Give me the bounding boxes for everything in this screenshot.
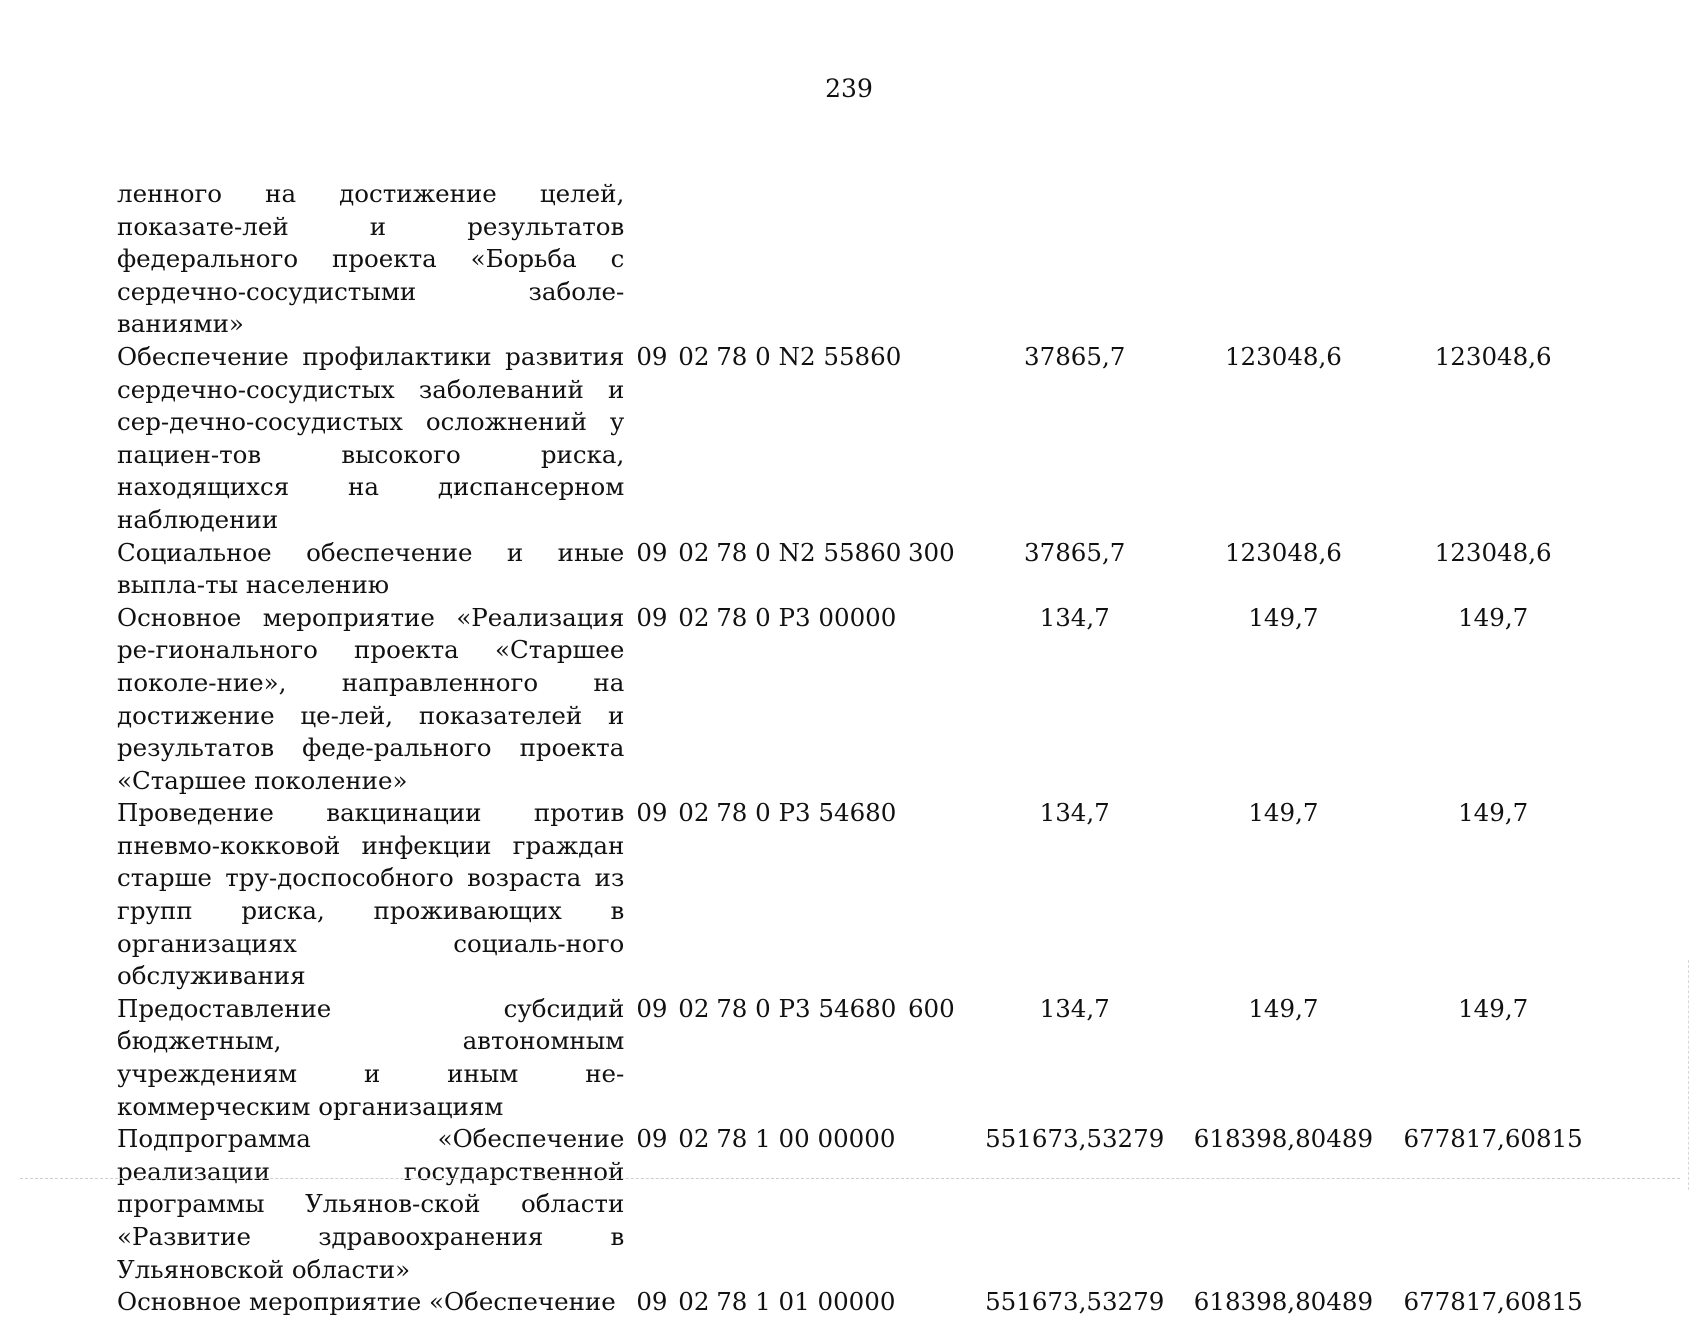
target-article-code: 78 1 00 00000 bbox=[716, 1124, 896, 1154]
amount-year-2: 149,7 bbox=[1248, 993, 1319, 1023]
amount-year-3: 677817,60815 bbox=[1403, 1287, 1583, 1317]
amount-year-1: 551673,53279 bbox=[985, 1287, 1165, 1317]
section-code: 09 bbox=[636, 341, 668, 371]
expense-type-code: 300 bbox=[907, 537, 955, 567]
amount-year-1: 134,7 bbox=[1039, 993, 1110, 1023]
amount-year-1: 551673,53279 bbox=[985, 1124, 1165, 1154]
target-article-code: 78 1 01 00000 bbox=[716, 1287, 896, 1317]
section-code: 09 bbox=[636, 1287, 668, 1317]
table-row bbox=[117, 797, 1597, 993]
table-row bbox=[117, 1123, 1597, 1286]
row-description: Предоставление субсидий бюджетным, автономным учреждениям и иным не-коммерческим организациям bbox=[117, 993, 625, 1121]
section-code: 09 bbox=[636, 1124, 668, 1154]
amount-year-3: 123048,6 bbox=[1434, 341, 1552, 371]
row-description: Основное мероприятие «Реализация ре-гионального проекта «Старшее поколе-ние», направленного на достижение це-лей, показателей и результатов феде-рального проекта «Старшее поколение» bbox=[117, 602, 625, 795]
page-number: 239 bbox=[825, 74, 873, 103]
table-row bbox=[117, 178, 1597, 341]
table-row bbox=[117, 1286, 1597, 1319]
row-description: Обеспечение профилактики развития сердечно-сосудистых заболеваний и сер-дечно-сосудистых осложнений у пациен-тов высокого риска, находящихся на диспансерном наблюдении bbox=[117, 341, 625, 534]
table-row bbox=[117, 341, 1597, 537]
budget-table bbox=[117, 178, 1597, 1319]
row-description: Социальное обеспечение и иные выпла-ты населению bbox=[117, 537, 625, 600]
row-description: ленного на достижение целей, показате-лей и результатов федерального проекта «Борьба с сердечно-сосудистыми заболе-ваниями» bbox=[117, 179, 625, 339]
amount-year-1: 37865,7 bbox=[1024, 537, 1126, 567]
subsection-code: 02 bbox=[678, 602, 710, 632]
target-article-code: 78 0 P3 54680 bbox=[716, 798, 897, 828]
subsection-code: 02 bbox=[678, 798, 710, 828]
section-code: 09 bbox=[636, 602, 668, 632]
subsection-code: 02 bbox=[678, 341, 710, 371]
amount-year-1: 134,7 bbox=[1039, 602, 1110, 632]
section-code: 09 bbox=[636, 993, 668, 1023]
amount-year-3: 123048,6 bbox=[1434, 537, 1552, 567]
row-description: Основное мероприятие «Обеспечение bbox=[117, 1287, 616, 1317]
table-row bbox=[117, 993, 1597, 1123]
amount-year-3: 149,7 bbox=[1458, 602, 1529, 632]
row-description: Проведение вакцинации против пневмо-кокковой инфекции граждан старше тру-доспособного возраста из групп риска, проживающих в организациях социаль-ного обслуживания bbox=[117, 798, 625, 991]
scan-artifact-edge bbox=[1688, 960, 1689, 1190]
subsection-code: 02 bbox=[678, 1124, 710, 1154]
amount-year-3: 149,7 bbox=[1458, 993, 1529, 1023]
target-article-code: 78 0 P3 00000 bbox=[716, 602, 897, 632]
scan-artifact-line bbox=[20, 1178, 1680, 1179]
target-article-code: 78 0 N2 55860 bbox=[716, 537, 902, 567]
target-article-code: 78 0 N2 55860 bbox=[716, 341, 902, 371]
table-row bbox=[117, 537, 1597, 602]
amount-year-2: 149,7 bbox=[1248, 798, 1319, 828]
amount-year-1: 37865,7 bbox=[1024, 341, 1126, 371]
subsection-code: 02 bbox=[678, 1287, 710, 1317]
amount-year-2: 618398,80489 bbox=[1193, 1124, 1374, 1154]
subsection-code: 02 bbox=[678, 537, 710, 567]
table-row bbox=[117, 602, 1597, 798]
row-description: Подпрограмма «Обеспечение реализации государственной программы Ульянов-ской области «Развитие здравоохранения в Ульяновской области» bbox=[117, 1124, 625, 1284]
amount-year-2: 149,7 bbox=[1248, 602, 1319, 632]
amount-year-2: 618398,80489 bbox=[1193, 1287, 1374, 1317]
amount-year-2: 123048,6 bbox=[1224, 537, 1342, 567]
expense-type-code: 600 bbox=[907, 993, 955, 1023]
target-article-code: 78 0 P3 54680 bbox=[716, 993, 897, 1023]
amount-year-2: 123048,6 bbox=[1224, 341, 1342, 371]
amount-year-1: 134,7 bbox=[1039, 798, 1110, 828]
section-code: 09 bbox=[636, 537, 668, 567]
section-code: 09 bbox=[636, 798, 668, 828]
amount-year-3: 677817,60815 bbox=[1403, 1124, 1583, 1154]
amount-year-3: 149,7 bbox=[1458, 798, 1529, 828]
subsection-code: 02 bbox=[678, 993, 710, 1023]
